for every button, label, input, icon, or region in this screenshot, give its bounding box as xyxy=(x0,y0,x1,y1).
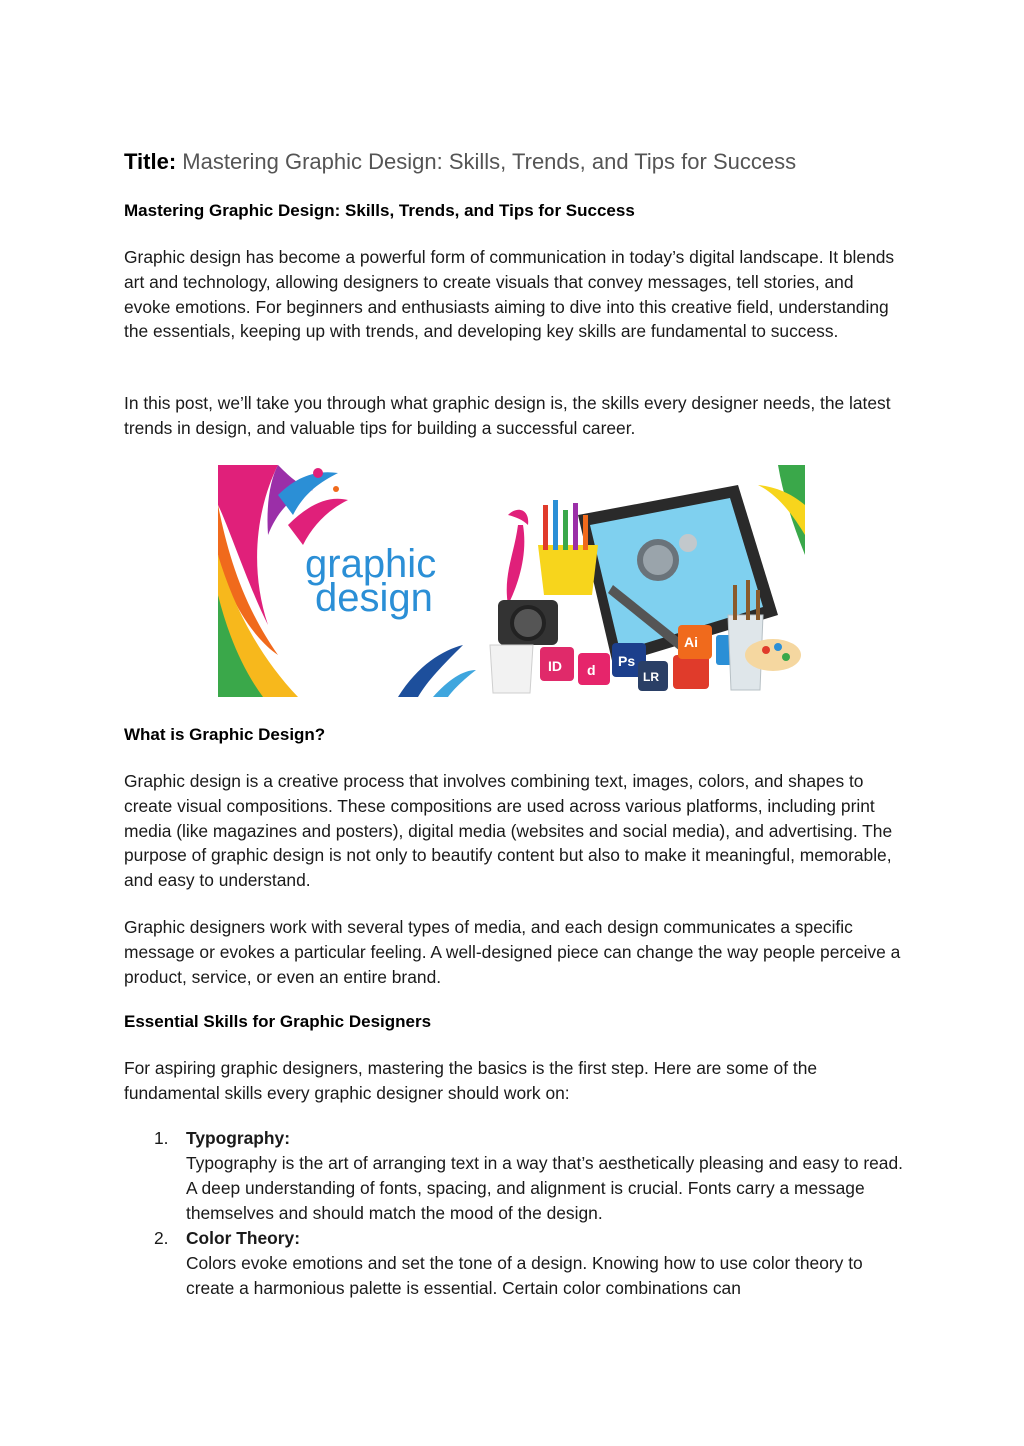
intro-paragraph-1: Graphic design has become a powerful form of communication in today’s digital landscape. It blends art and technology, allowing designers to create visuals that convey messages, tell stories, and evoke emotions. For beginners and enthusiasts aiming to dive into this creative field, understanding the essentials, keeping up with trends, and developing key skills are fundamental to success. xyxy=(124,247,895,342)
what-paragraph-1: Graphic design is a creative process that involves combining text, images, colors, and shapes to create visual compositions. These compositions are used across various platforms, including print media (like magazines and posters), digital media (websites and social media), and advertising. The purpose of graphic design is not only to beautify content but also to make it meaningful, memorable, and easy to understand. xyxy=(124,771,893,891)
list-item xyxy=(124,1226,904,1301)
title-text: Mastering Graphic Design: Skills, Trends, and Tips for Success xyxy=(182,149,797,174)
skills-list xyxy=(124,1126,904,1301)
what-paragraph-2: Graphic designers work with several types of media, and each design communicates a specific message or evokes a particular feeling. A well-designed piece can change the way people perceive a product, service, or even an entire brand. xyxy=(124,917,901,987)
skills-intro-paragraph: For aspiring graphic designers, mastering the basics is the first step. Here are some of the fundamental skills every graphic designer should work on: xyxy=(124,1058,818,1103)
document-title xyxy=(124,147,796,177)
article-heading: Mastering Graphic Design: Skills, Trends, and Tips for Success xyxy=(124,201,635,220)
svg-text:Ps: Ps xyxy=(618,653,636,669)
list-number: 1. xyxy=(154,1128,169,1148)
section-heading-what-is-graphic-design: What is Graphic Design? xyxy=(124,725,326,744)
graphic-design-hero-image xyxy=(218,465,805,697)
hero-text-design: design xyxy=(315,576,433,620)
svg-text:LR: LR xyxy=(643,670,659,684)
section-heading-essential-skills: Essential Skills for Graphic Designers xyxy=(124,1012,432,1031)
title-label: Title: xyxy=(124,149,177,174)
hero-text-graphic: graphic xyxy=(305,542,437,586)
skill-name: Typography: xyxy=(186,1128,291,1148)
svg-text:ID: ID xyxy=(548,658,562,674)
skill-description: Typography is the art of arranging text in a way that’s aesthetically pleasing and easy to read. A deep understanding of fonts, spacing, and alignment is crucial. Fonts carry a message themselves and should match the mood of the design. xyxy=(186,1153,903,1223)
skill-description: Colors evoke emotions and set the tone of a design. Knowing how to use color theory to create a harmonious palette is essential. Certain color combinations can xyxy=(186,1253,863,1298)
svg-text:Ai: Ai xyxy=(684,634,698,650)
svg-text:d: d xyxy=(587,662,596,678)
list-item xyxy=(124,1126,904,1226)
intro-paragraph-2: In this post, we’ll take you through what graphic design is, the skills every designer needs, the latest trends in design, and valuable tips for building a successful career. xyxy=(124,393,891,438)
design-tools-illustration xyxy=(490,465,805,693)
list-number: 2. xyxy=(154,1228,169,1248)
skill-name: Color Theory: xyxy=(186,1228,301,1248)
